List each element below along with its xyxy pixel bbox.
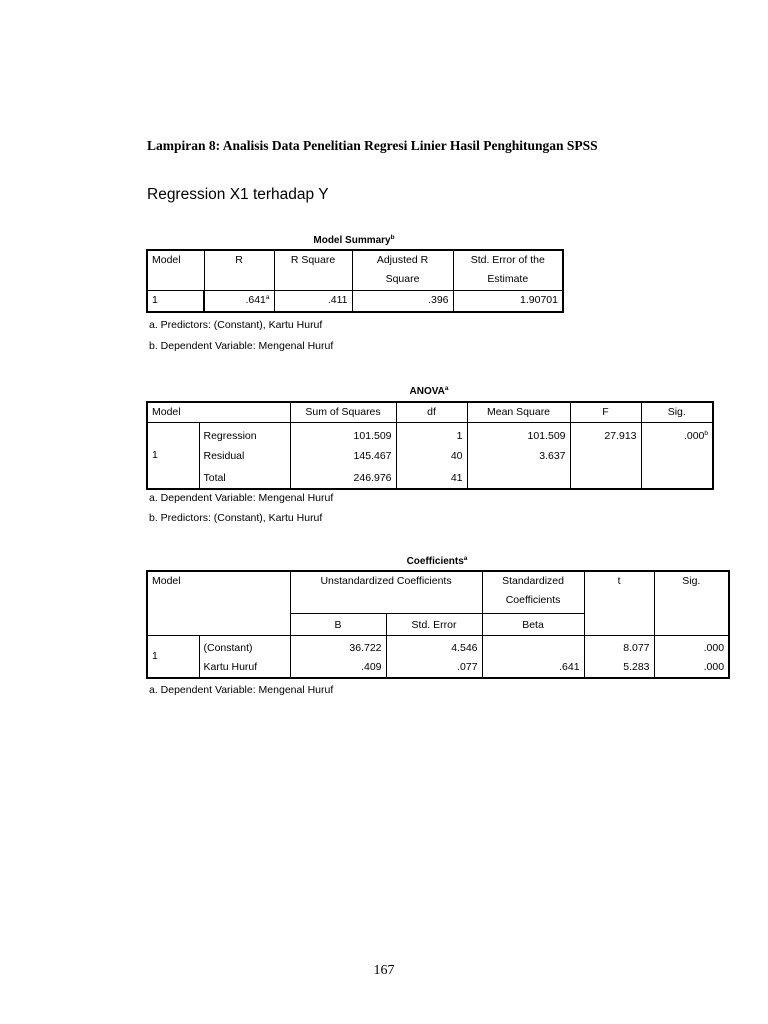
cell-row-label: Total xyxy=(199,469,290,489)
coefficients-title: Coefficients$^a$ xyxy=(406,555,468,567)
cell-sig xyxy=(641,447,713,469)
header-model: Model xyxy=(147,571,290,635)
cell-f: 27.913 xyxy=(570,423,641,447)
header-sum-of-squares: Sum of Squares xyxy=(290,402,396,423)
header-std-error: Std. Error of the Estimate xyxy=(453,250,563,290)
table-row xyxy=(147,635,729,658)
header-std-error: Std. Error xyxy=(386,613,482,635)
footnote: a. Dependent Variable: Mengenal Huruf xyxy=(149,684,334,696)
header-model: Model xyxy=(147,402,290,423)
header-r: R xyxy=(204,250,274,290)
cell-model-number: 1 xyxy=(147,635,199,678)
page-number: 167 xyxy=(373,963,395,978)
header-adjusted-r-square: Adjusted R Square xyxy=(352,250,453,290)
header-unstandardized: Unstandardized Coefficients xyxy=(290,571,482,613)
cell-mean-square: 101.509 xyxy=(467,423,570,447)
cell-t: 5.283 xyxy=(584,658,654,678)
cell-sig: .000 xyxy=(654,658,729,678)
table-header-row xyxy=(147,250,563,290)
header-sig: Sig. xyxy=(654,571,729,635)
cell-adjusted-r-square: .396 xyxy=(352,290,453,312)
header-beta: Beta xyxy=(482,613,584,635)
cell-b: .409 xyxy=(290,658,386,678)
cell-row-label: Residual xyxy=(203,449,245,462)
cell-sig: .000 xyxy=(654,635,729,658)
cell-sum-of-squares: 246.976 xyxy=(290,469,396,489)
footnote: b. Predictors: (Constant), Kartu Huruf xyxy=(149,512,323,524)
header-sig: Sig. xyxy=(641,402,713,423)
page-heading: Lampiran 8: Analisis Data Penelitian Regresi Linier Hasil Penghitungan SPSS xyxy=(147,138,598,153)
coefficients-table xyxy=(146,570,730,679)
cell-model-number: 1 xyxy=(147,423,199,489)
cell-row-label: Regression xyxy=(199,423,290,447)
cell-sig xyxy=(641,469,713,489)
cell-t: 8.077 xyxy=(584,635,654,658)
table-row xyxy=(147,469,713,489)
header-r-square: R Square xyxy=(274,250,352,290)
table-row xyxy=(147,447,713,469)
cell-sig: .000$^b$ xyxy=(641,423,713,447)
header-df: df xyxy=(396,402,467,423)
footnote: a. Dependent Variable: Mengenal Huruf xyxy=(149,492,334,504)
cell-r-square: .411 xyxy=(274,290,352,312)
header-mean-square: Mean Square xyxy=(467,402,570,423)
cell-std-error: .077 xyxy=(386,658,482,678)
model-summary-title: Model Summary$^b$ xyxy=(313,234,395,246)
cell-sum-of-squares: 101.509 xyxy=(290,423,396,447)
header-t: t xyxy=(584,571,654,635)
cell-df: 40 xyxy=(396,447,467,469)
table-header-row xyxy=(147,571,729,613)
section-title: Regression X1 terhadap Y xyxy=(147,186,329,203)
cell-r: .641$^a$ xyxy=(204,290,274,312)
cell-mean-square: 3.637 xyxy=(467,447,570,469)
anova-table xyxy=(146,401,714,490)
anova-title: ANOVA$^a$ xyxy=(409,385,449,397)
table-row xyxy=(147,423,713,447)
cell-sum-of-squares: 145.467 xyxy=(290,447,396,469)
cell-mean-square xyxy=(467,469,570,489)
cell-beta xyxy=(482,635,584,658)
header-standardized: Standardized Coefficients xyxy=(482,571,584,613)
cell-df: 1 xyxy=(396,423,467,447)
header-model: Model xyxy=(147,250,204,290)
cell-f xyxy=(570,447,641,469)
footnote: a. Predictors: (Constant), Kartu Huruf xyxy=(149,319,323,331)
cell-std-error: 1.90701 xyxy=(453,290,563,312)
header-b: B xyxy=(290,613,386,635)
table-row xyxy=(147,658,729,678)
footnote: b. Dependent Variable: Mengenal Huruf xyxy=(149,340,334,352)
cell-row-label: (Constant) xyxy=(199,635,290,658)
cell-f xyxy=(570,469,641,489)
table-row xyxy=(147,290,563,312)
cell-beta: .641 xyxy=(482,658,584,678)
cell-row-label: Kartu Huruf xyxy=(199,658,290,678)
model-summary-table xyxy=(146,249,564,313)
cell-model: 1 xyxy=(147,290,204,312)
cell-std-error: 4.546 xyxy=(386,635,482,658)
table-header-row xyxy=(147,402,713,423)
header-f: F xyxy=(570,402,641,423)
cell-b: 36.722 xyxy=(290,635,386,658)
cell-df: 41 xyxy=(396,469,467,489)
